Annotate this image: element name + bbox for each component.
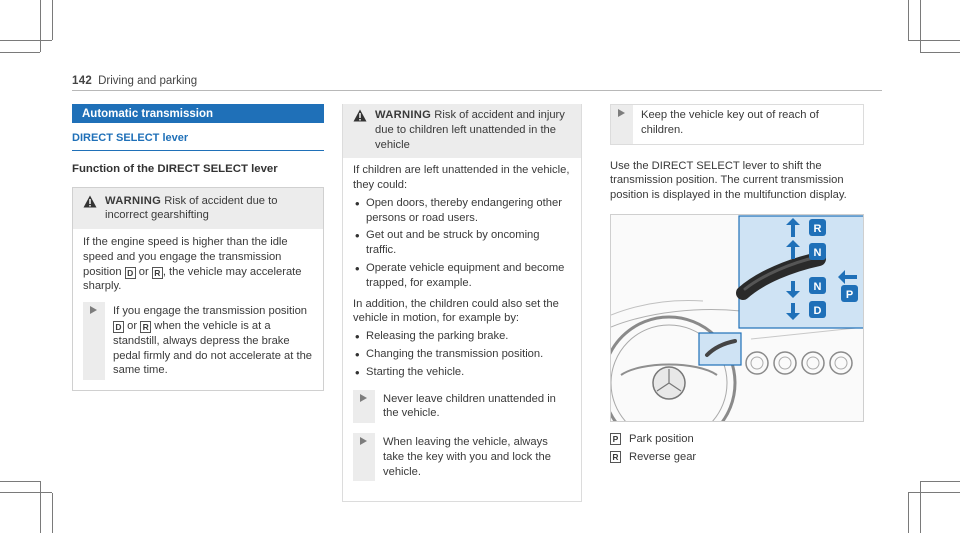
tip-strip — [611, 105, 633, 144]
crop-mark — [40, 0, 41, 52]
gear-p-symbol: P — [610, 433, 621, 445]
warning-box — [72, 187, 324, 392]
crop-mark — [0, 52, 40, 53]
sub-title: DIRECT SELECT lever — [72, 131, 324, 151]
page-number: 142 — [72, 75, 93, 87]
gear-n-label: N — [813, 246, 822, 259]
warning-paragraph — [83, 235, 313, 294]
legend — [610, 432, 864, 465]
heading: Function of the DIRECT SELECT lever — [72, 162, 278, 175]
header-section: Driving and parking — [98, 75, 198, 87]
crop-mark — [908, 493, 909, 533]
crop-mark — [920, 0, 921, 52]
crop-mark — [52, 0, 53, 40]
gear-r-label: R — [813, 222, 822, 235]
gear-d-label: D — [813, 304, 822, 317]
warning-title-text: Risk of accident due to incorrect gearshifting — [105, 194, 278, 222]
gear-d-symbol: D — [125, 267, 136, 279]
legend-label: Park position — [629, 432, 694, 445]
warning-header — [73, 188, 323, 230]
list-item: • Open doors, thereby endangering other persons or road users. — [353, 196, 571, 226]
crop-mark — [908, 40, 960, 41]
crop-mark — [908, 492, 960, 493]
warning-header-2 — [343, 104, 581, 158]
column-1 — [72, 104, 324, 391]
column-3 — [610, 104, 864, 467]
crop-mark — [0, 492, 52, 493]
warning-triangle-icon — [353, 109, 367, 122]
crop-mark — [52, 493, 53, 533]
list-item: • Changing the transmission position. — [353, 347, 571, 362]
dashboard-illustration — [611, 215, 864, 422]
list-item: • Operate vehicle equipment and become trapped, for example. — [353, 261, 571, 291]
legend-item — [610, 432, 864, 447]
section-title: Automatic transmission — [72, 104, 324, 123]
tip-strip — [83, 302, 105, 380]
warning-body-2 — [343, 158, 581, 491]
warning-text-a: If the engine speed is higher than the idle speed and you engage the transmission position — [83, 236, 288, 278]
warning-body — [73, 229, 323, 390]
tip-text-or: or — [127, 320, 138, 333]
tip-arrow-icon — [360, 394, 367, 402]
header-divider — [72, 90, 882, 91]
warning-box-2 — [342, 104, 582, 502]
intro-paragraph: Use the DIRECT SELECT lever to shift the transmission position. The current transmission position is displayed in the multifunction display. — [610, 159, 847, 202]
warning-intro: If children are left unattended in the vehicle, they could: — [353, 164, 570, 192]
tip-text: Keep the vehicle key out of reach of children. — [641, 109, 819, 136]
tip-text-b: when the vehicle is at a standstill, always depress the brake pedal firmly and do not accelerate at the same time. — [113, 320, 313, 377]
gear-r-symbol: R — [140, 321, 151, 333]
crop-mark — [908, 0, 909, 40]
gear-p-label: P — [845, 288, 854, 301]
vehicle-motion-list — [353, 329, 571, 379]
crop-mark — [920, 52, 960, 53]
gear-r-symbol: R — [610, 451, 621, 463]
tip-text: When leaving the vehicle, always take the key with you and lock the vehicle. — [383, 436, 551, 478]
crop-mark — [0, 40, 52, 41]
warning-triangle-icon — [83, 195, 97, 208]
direct-select-figure — [610, 214, 864, 422]
warning-text-b: , the vehicle may accelerate sharply. — [83, 265, 302, 293]
gear-d-symbol: D — [113, 321, 124, 333]
tip-arrow-icon — [90, 306, 97, 314]
running-header — [72, 74, 197, 89]
tip-box — [83, 302, 313, 380]
gear-r-symbol: R — [152, 267, 163, 279]
tip-text — [105, 302, 313, 380]
tip-text-a: If you engage the transmission position — [113, 305, 308, 318]
legend-item — [610, 450, 864, 465]
gear-n-label: N — [813, 280, 822, 293]
children-risk-list — [353, 196, 571, 291]
list-item: • Starting the vehicle. — [353, 365, 571, 380]
warning-paragraph-2: In addition, the children could also set the vehicle in motion, for example by: — [353, 297, 559, 325]
warning-label: WARNING — [105, 194, 162, 207]
warning-title — [105, 194, 313, 224]
tip-arrow-icon — [360, 437, 367, 445]
legend-label: Reverse gear — [629, 450, 697, 463]
tip-box — [353, 390, 571, 424]
warning-label: WARNING — [375, 109, 432, 121]
tip-box — [353, 433, 571, 481]
crop-mark — [920, 481, 921, 533]
tip-text: Never leave children unattended in the vehicle. — [383, 392, 556, 420]
warning-title-text: Risk of accident and injury due to children left unattended in the vehicle — [375, 109, 565, 151]
warning-title-2 — [375, 108, 571, 152]
warning-text-or: or — [138, 265, 149, 278]
crop-mark — [0, 481, 40, 482]
tip-strip — [353, 390, 375, 424]
tip-strip — [353, 433, 375, 481]
list-item: • Get out and be struck by oncoming traffic. — [353, 228, 571, 258]
tip-arrow-icon — [618, 109, 625, 117]
tip-box — [610, 104, 864, 145]
crop-mark — [40, 481, 41, 533]
crop-mark — [920, 481, 960, 482]
list-item: • Releasing the parking brake. — [353, 329, 571, 344]
column-2 — [342, 104, 582, 502]
